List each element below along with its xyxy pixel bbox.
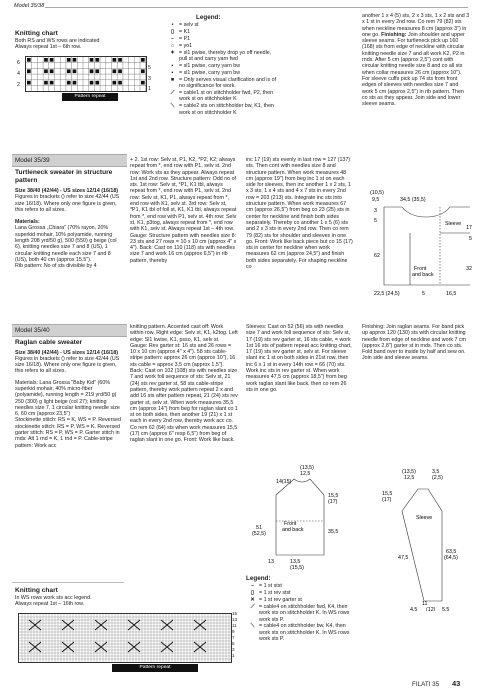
model39-title: Turtleneck sweater in structure pattern	[15, 169, 113, 184]
chart-cell-mark	[50, 69, 54, 73]
legend-top	[166, 15, 278, 116]
d3-bottom2: 4,5	[410, 607, 418, 611]
legend2-item	[246, 604, 358, 623]
chart-cell-mark	[27, 58, 31, 62]
chart-cell-mark	[113, 69, 117, 73]
d3-outline	[402, 489, 442, 601]
chart-cell-mark	[27, 81, 31, 85]
model39-col3: inc 17 (19) sts evenly in last row = 127 (137) sts. Then cont with needles size 8 and structure pattern. When work measures 48 cm (approx 19") from beg inc 1 st on each side for sleeves, then inc another 1 x 2 sts, 1 x 3 sts, 1 x 4 sts and 4 x 7 sts in every 2nd row = 203 (213) sts. Integrate inc sts into structure pattern. When work measures 67 cm (approx 26,5") from beg co 23 (25) sts in center for neckline and finish both sides separately. Thereby co another 1 x 5 (6) sts and 2 x 3 sts in every 2nd row. Then co rem 79 (82) sts for shoulder and sleeves in one go. Front: Work like back piece but co 15 (17) sts in center for neckline when work measures 62 cm (approx 24,5") and finish both sides separately. For shaping neckline co	[246, 157, 353, 271]
d3-sleeve: Sleeve	[416, 515, 433, 521]
model39-size-text: Figures in brackets () refer to size 42/44 (US size 16/18). Where only one figure is given, this refers to all sizes.	[15, 194, 120, 213]
chart-cell-mark	[90, 69, 94, 73]
bottom-pattern-repeat-label: Pattern repeat	[112, 664, 198, 672]
d2-mid: 14(15)	[276, 479, 292, 485]
bottom-chart-grid-lines	[19, 614, 231, 662]
model39-rib-text: Rib pattern: No of sts divisible by 4	[15, 263, 97, 270]
top-chart-rownum-6: 6	[17, 60, 20, 66]
chart-cell-mark	[95, 69, 99, 73]
d1-leftsmall: 3	[374, 208, 377, 214]
legend-symbol-icon: ⟋	[170, 90, 175, 97]
d2-left: 51	[256, 525, 262, 531]
d1-bottom3: 16,5	[446, 291, 457, 297]
chart-cable-mark	[194, 620, 206, 630]
legend-item	[166, 90, 278, 103]
diagram-raglan-sleeve	[380, 461, 472, 611]
bottom-chart-title: Knitting chart	[15, 587, 58, 594]
chart-cell-mark	[73, 81, 77, 85]
d1-right17: 17	[466, 225, 472, 231]
d1-sleeve: Sleeve	[445, 221, 462, 227]
d2-top: (13,5)	[300, 465, 314, 471]
top-knitting-chart	[25, 56, 147, 92]
legend-item	[166, 36, 278, 42]
legend-text: = selv st	[179, 22, 199, 29]
model40-col1	[15, 339, 123, 449]
d1-topleft: (10,5)	[370, 190, 384, 196]
d2-front: Front	[284, 521, 297, 527]
legend-text: = sl1 pwise, carry yarn bw	[179, 63, 241, 70]
legend2-text: = 1 st rev garter st	[259, 597, 302, 604]
legend2-text: = cable4 on stitchholder bw, K4, then work sts on stitchholder K. In WS rows work sts P.	[259, 623, 350, 643]
chart-cell-mark	[44, 69, 48, 73]
top-chart-rownum-2: 2	[17, 82, 20, 88]
top-right-text-part: another 1 x 4 (5) sts, 2 x 3 sts, 1 x 2 sts and 3 x 1 st in every 2nd row. Co rem 79 (82) sts when neckline measures 8 cm (approx 3") in one go.	[362, 13, 470, 38]
legend2-text: = 1 st stst	[259, 583, 282, 590]
chart-cable-mark	[29, 620, 41, 630]
bottom-rownum-11: 11	[232, 623, 237, 628]
legend-item	[166, 22, 278, 28]
bottom-knitting-chart	[18, 613, 232, 663]
model40-col1b: Stockinette stitch: RS = K, WS = P. Reversed stockinette stitch: RS = P, WS = K. Reversed garter stitch: RS = P, WS = P. Garter stitch in rnds: Alt 1 rnd = K, 1 rnd = P. Cable-stripe pattern: Work acc	[15, 417, 121, 449]
legend-bottom	[246, 576, 358, 643]
legend-symbol-icon: ⟍	[170, 103, 175, 110]
legend-text: = yo1	[179, 42, 193, 49]
legend-text: = cable1 st on stitchholder fwd, P2, then work st on stitchholder K	[179, 90, 274, 103]
legend2-item	[246, 583, 358, 589]
legend2-text: = 1 st rev stst	[259, 590, 291, 597]
bottom-rownum-15: 15	[232, 611, 238, 616]
top-chart-subtitle-2: Always repeat 1st – 6th row.	[15, 44, 82, 50]
d1-topleft2: 9,5	[372, 197, 380, 203]
d1-leftsmall2: 5	[374, 218, 377, 224]
d3-right3: 63,5	[446, 549, 457, 555]
chart-cell-mark	[141, 69, 145, 73]
model39-col1	[15, 169, 123, 270]
legend-symbol-icon: ▪	[171, 63, 174, 70]
legend-item	[166, 43, 278, 49]
model40-col4: Finishing: Join raglan seams. For band pick up approx 120 (130) sts with circular knitting needle from edge of neckline and work 7 cm (approx 2,8") garter st in rnds. Then co sts. Fold band over to inside by half and sew on. Join side and sleeve seams.	[362, 324, 466, 362]
chart-cell-mark	[90, 81, 94, 85]
legend2-item	[246, 597, 358, 603]
d1-back: and back	[412, 272, 434, 278]
diagram-turtleneck	[362, 185, 474, 307]
top-chart-subtitle-1: Both RS and WS rows are indicated	[15, 38, 100, 44]
legend-symbol-icon: ○	[170, 42, 175, 49]
d2-side2: (17)	[328, 499, 338, 505]
top-right-text-part: Finishing:	[379, 31, 408, 38]
bottom-chart-subtitle-1: In WS rows work sts acc legend.	[15, 595, 92, 601]
model40-size-head: Size 38/40 (42/44) - US sizes 12/14 (16/18)	[15, 349, 119, 356]
bottom-rule	[12, 582, 124, 583]
legend-symbol-icon: –	[171, 36, 174, 43]
d3-right2: (2,5)	[432, 475, 443, 481]
legend2-title: Legend:	[246, 575, 271, 582]
d1-right32: 32	[466, 266, 472, 272]
legend-text: = sl1 pwise, thereby drop yo off needle, pull st and carry yarn fwd	[179, 49, 272, 63]
bottom-rownum-5: 5	[232, 641, 235, 646]
d1-front: Front	[414, 266, 427, 272]
d1-left62: 62	[374, 253, 380, 259]
model39-bar: Model 35/39	[12, 154, 127, 167]
d3-bottom1: 11	[422, 601, 428, 607]
model40-size-text: Figures in brackets () refer to size 42/44 (US size 16/18). Where only one figure is given, this refers to all sizes.	[15, 355, 120, 375]
bottom-chart-subtitle-2: Always repeat 1st – 16th row.	[15, 601, 85, 607]
d1-shoulder-line	[384, 207, 470, 217]
legend-item	[166, 77, 278, 90]
d3-right4: (64,5)	[444, 555, 458, 561]
bottom-rownum-7: 7	[232, 635, 235, 640]
legend2-item	[246, 623, 358, 642]
chart-cell-mark	[73, 69, 77, 73]
legend2-symbol-icon: –	[251, 583, 254, 590]
chart-cell-mark	[67, 81, 71, 85]
d2-bottom: 13	[268, 559, 274, 565]
chart-cell-mark	[95, 81, 99, 85]
model40-materials-text: Materials: Lana Grossa "Baby Kid" (60% superkid mohair, 40% micro-fiber (polyamide), running length = 219 yrd/50 g) 250 (300) g light beige (col 27); knitting needles size 7, 1 circular knitting needle size 6, 60 cm (approx 23,5")	[15, 379, 120, 418]
d2-side: 15,5	[328, 493, 339, 499]
chart-cell-mark	[141, 81, 145, 85]
footer-brand: FILATI 35	[412, 681, 440, 688]
model39-materials-head: Materials:	[15, 219, 40, 226]
top-right-text	[362, 13, 470, 107]
top-chart-title: Knitting chart	[15, 30, 58, 37]
top-chart-rownum-1: 1	[148, 86, 151, 92]
bottom-rownum-1: 1	[232, 653, 235, 658]
d3-left2: (17)	[382, 497, 392, 503]
d2-back: and back	[282, 527, 304, 533]
legend2-symbol-icon: ✕	[250, 597, 255, 604]
chart-cell-mark	[44, 81, 48, 85]
chart-cable-mark	[95, 620, 107, 630]
chart-cell-mark	[50, 81, 54, 85]
chart-cell-mark	[118, 69, 122, 73]
bottom-rownum-9: 9	[232, 629, 235, 634]
legend-item	[166, 70, 278, 76]
d2-right: 35,5	[328, 529, 339, 535]
chart-cell-mark	[50, 58, 54, 62]
bottom-rownum-13: 13	[232, 617, 238, 622]
legend-item	[166, 29, 278, 35]
legend-item	[166, 63, 278, 69]
model40-col2: knitting pattern. Accented cast off: Work within row. Right edge: Selv st, K1, k2tog. Left edge: Sl1 kwise, K1, psso, K1, selv st. Gauge: Rev garter st: 16 sts and 26 rows = 10 x 10 cm (approx 4" x 4"). 58 sts cable-stripe pattern: approx 26 cm (approx 10"), 16 sts cable = approx 3,5 cm (approx 1,5"). Back: Cast on 102 (108) sts with needles size 7 and work foll sequence of sts: Selv st, 21 (24) sts rev garter st, 58 sts cable-stripe pattern, thereby work pattern repeat 2 x and add 16 sts after pattern repeat, 21 (24) sts rev garter st, selv st. When work measures 35,5 cm (approx 14") from beg for raglan slant co 1 st on both sides, then another 19 (21) x 1 st each in every 2nd row, thereby work acc co. Co rem 62 (64) sts when work measures 15,5 (17) cm (approx 6" resp 6,5") from beg of raglan slant in one go. Front: Work like back.	[130, 324, 238, 444]
legend-symbol-icon: ✦	[170, 49, 175, 56]
d1-bottom2: 5	[422, 291, 425, 297]
d3-right1: 3,5	[432, 469, 440, 475]
d3-top: (13,5)	[402, 469, 416, 475]
legend2-item	[246, 590, 358, 596]
page-header: Model 35/38	[14, 3, 45, 9]
chart-cell-mark	[67, 58, 71, 62]
legend2-symbol-icon: ⟋	[250, 603, 255, 610]
legend2-symbol-icon: ⟍	[250, 623, 255, 630]
legend2-text: = cable4 on stitchholder fwd, K4, then work sts on stitchholder K. In WS rows work sts P.	[259, 603, 350, 623]
legend-text: = sl1 pwise, carry yarn bw	[179, 69, 241, 76]
top-chart-rownum-5: 5	[148, 65, 151, 71]
model39-materials-text: Lana Grossa „Chiara" (70% rayon, 20% superkid mohair, 10% polyamide, running length 208 yrd/50 g), 500 (550) g beige (col 6), knitting needles size 7 and 8 (US), 1 circular knitting needle each size 7 and 8 (US), both 40 cm (approx 15.5").	[15, 225, 117, 263]
legend-text: = P1	[179, 36, 191, 43]
bottom-rownum-3: 3	[232, 647, 235, 652]
chart-cable-mark	[62, 620, 74, 630]
chart-cell-mark	[27, 69, 31, 73]
chart-cell-mark	[113, 81, 117, 85]
d3-bottom3: (12)	[426, 607, 436, 611]
d1-bottom: 22,5 (24,5)	[374, 291, 400, 297]
d2-outline	[276, 479, 324, 555]
chart-cell-mark	[73, 58, 77, 62]
legend-title: Legend:	[196, 14, 221, 21]
d1-topmid: 34,5 (35,5)	[400, 197, 426, 203]
d2-bottom2: 13,5	[290, 559, 301, 565]
model40-bar: Model 35/40	[12, 324, 127, 337]
diagram-raglan-body	[246, 461, 356, 573]
legend-text: = cable2 sts on stitchholder bw, K1, then work st on stitchholder K	[179, 103, 274, 116]
chart-cable-mark	[161, 620, 173, 630]
chart-cell-mark	[113, 58, 117, 62]
legend-symbol-icon: ▪	[171, 69, 174, 76]
legend-item	[166, 103, 278, 116]
top-chart-grid-lines	[26, 57, 146, 91]
top-chart-rownum-4: 4	[17, 71, 20, 77]
d3-left1: 15,5	[382, 491, 393, 497]
model39-size-head: Size 38/40 (42/44) - US sizes 12/14 (16/18)	[15, 188, 119, 194]
legend-symbol-icon: ■	[170, 76, 175, 83]
chart-cell-mark	[118, 81, 122, 85]
page-number: 43	[452, 679, 461, 688]
legend-symbol-icon: ▯	[171, 29, 174, 36]
chart-cell-mark	[67, 69, 71, 73]
legend-text: = K1	[179, 29, 191, 36]
d3-bottom4: 5,5	[442, 607, 450, 611]
legend-text: = Only serves visual clarification and is of no significance for work.	[179, 76, 277, 90]
top-chart-rownum-3: 3	[148, 76, 151, 82]
d2-top2: 12,5	[300, 471, 311, 477]
top-right-text-part: Join shoulder and upper sleeve seams. For turtleneck pick up 160 (168) sts from edge of neckline with circular knitting needle size 7 and alt work K2, P2 in rnds. After 5 cm (approx 2,5") cont with circular knitting needle size 8 and co all sts when collar measures 26 cm (approx 10"). For sleeve cuffs pick up 74 sts from front edges of sleeves with needles size 7 and work 5 cm (approx 2,5") in rib pattern. Then co sts as they appear. Join side and lower sleeve seams.	[362, 31, 465, 108]
d3-top2: 12,5	[404, 475, 415, 481]
d2-left2: (52,5)	[252, 531, 266, 537]
chart-cell-mark	[141, 58, 145, 62]
chart-cell-mark	[95, 58, 99, 62]
chart-cell-mark	[44, 58, 48, 62]
d1-right5: 5	[469, 236, 472, 242]
model40-title: Raglan cable sweater	[15, 339, 83, 346]
chart-cable-mark	[128, 620, 140, 630]
legend-symbol-icon: •	[171, 22, 174, 29]
header-rule	[45, 7, 468, 8]
top-pattern-repeat-label: Pattern repeat	[62, 93, 118, 101]
chart-cell-mark	[118, 58, 122, 62]
d3-left3: 47,5	[398, 555, 409, 561]
model39-col2: + 2. 1st row: Selv st, P1, K2, *P2, K2; always repeat from *, end row with P1, selv st. 2nd row: Work sts as they appear. Always repeat 1st and 2nd row. Structure pattern: Odd no of sts. 1st row: Selv st, *P1, K1 tbl, always repeat from *, end row with P1, selv st. 2nd row: Selv st, K1, P1, always repeat from *, end row with K1, selv st. 3rd row: Selv st, *P1, K1 tbl of foll st, K1, K1 tbl, always repeat from *, end row with P1, selv st. 4th row: Selv st, K1, p3tog, always repeat from *, end row with K1, selv st. Always repeat 1st – 4th row. Gauge: Structure pattern with needles size 8: 23 sts and 27 rows = 10 x 10 cm (approx 4" x 4"). Back: Cast on 110 (118) sts with needles size 7 and work 16 cm (approx 6,5") in rib pattern, thereby	[130, 157, 237, 264]
d2-bottom3: (15,5)	[290, 565, 304, 571]
legend-item	[166, 50, 278, 63]
legend2-symbol-icon: ▯	[251, 590, 254, 597]
chart-cell-mark	[90, 58, 94, 62]
model40-col3: Sleeves: Cast on 52 (56) sts with needles size 7 and work foll sequence of sts: Selv st, 17 (19) sts rev garter st, 16 sts cable, = work 1st 16 sts of pattern repeat acc knitting chart, 17 (19) sts rev garter st, selv st. For sleeve slant inc 1 st on both sides in 21st row, then inc 6 x 1 st in every 14th row = 66 (70) sts. Work inc sts in rev garter st. When work measures 47,5 cm (approx 18,5") from beg work raglan slant like back, then co rem 26 sts in one go.	[246, 324, 352, 393]
